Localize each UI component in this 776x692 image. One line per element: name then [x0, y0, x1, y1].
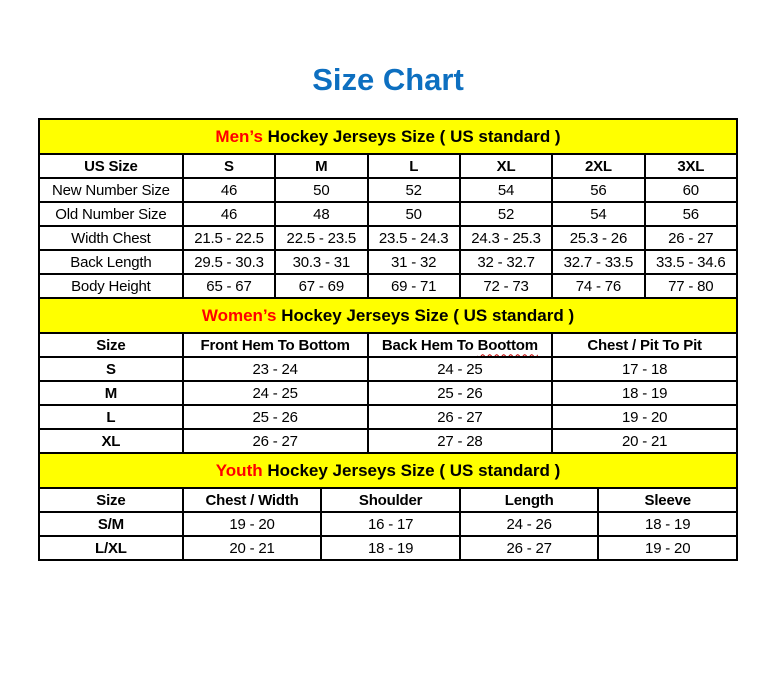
- cell-value: 21.5 - 22.5: [183, 226, 275, 250]
- column-header: Sleeve: [598, 488, 737, 512]
- cell-value: 23 - 24: [183, 357, 368, 381]
- cell-value: 25 - 26: [368, 381, 553, 405]
- cell-value: 19 - 20: [552, 405, 737, 429]
- table-row: [39, 357, 737, 381]
- cell-value: 69 - 71: [368, 274, 460, 298]
- section-header-mens: [39, 119, 737, 154]
- misspelled-word: Boottom: [477, 336, 538, 354]
- cell-value: 31 - 32: [368, 250, 460, 274]
- cell-value: 26 - 27: [460, 536, 599, 560]
- cell-value: 25.3 - 26: [552, 226, 644, 250]
- section-title-text: Hockey Jerseys Size ( US standard ): [262, 126, 561, 146]
- cell-value: 22.5 - 23.5: [275, 226, 367, 250]
- column-header: Back Hem To Boottom: [368, 333, 553, 357]
- column-header: L: [368, 154, 460, 178]
- cell-value: 32 - 32.7: [460, 250, 552, 274]
- table-row: [39, 202, 737, 226]
- size-chart-tables: [38, 118, 738, 561]
- column-header: XL: [460, 154, 552, 178]
- cell-value: 20 - 21: [552, 429, 737, 453]
- cell-value: 33.5 - 34.6: [645, 250, 737, 274]
- page-title: Size Chart: [312, 62, 464, 97]
- cell-value: 50: [275, 178, 367, 202]
- column-header-row: [39, 488, 737, 512]
- cell-value: 24 - 25: [183, 381, 368, 405]
- column-header: Front Hem To Bottom: [183, 333, 368, 357]
- cell-value: 30.3 - 31: [275, 250, 367, 274]
- cell-value: 19 - 20: [183, 512, 322, 536]
- cell-value: 46: [183, 178, 275, 202]
- cell-value: 72 - 73: [460, 274, 552, 298]
- column-header: 2XL: [552, 154, 644, 178]
- row-label: Old Number Size: [39, 202, 183, 226]
- table-row: [39, 250, 737, 274]
- section-header-womens: [39, 298, 737, 333]
- table-row: [39, 536, 737, 560]
- section-header-cell: [39, 453, 737, 488]
- row-label: New Number Size: [39, 178, 183, 202]
- column-header: Shoulder: [321, 488, 460, 512]
- cell-value: 65 - 67: [183, 274, 275, 298]
- row-label: XL: [39, 429, 183, 453]
- table-row: [39, 429, 737, 453]
- cell-value: 29.5 - 30.3: [183, 250, 275, 274]
- column-header: 3XL: [645, 154, 737, 178]
- cell-value: 74 - 76: [552, 274, 644, 298]
- column-header: Size: [39, 333, 183, 357]
- row-label: Body Height: [39, 274, 183, 298]
- cell-value: 46: [183, 202, 275, 226]
- mens-size-table: [38, 118, 738, 299]
- table-row: [39, 381, 737, 405]
- column-header-row: [39, 154, 737, 178]
- cell-value: 24 - 26: [460, 512, 599, 536]
- column-header: Size: [39, 488, 183, 512]
- cell-value: 54: [460, 178, 552, 202]
- cell-value: 18 - 19: [321, 536, 460, 560]
- cell-value: 56: [645, 202, 737, 226]
- row-label: S: [39, 357, 183, 381]
- section-title-text: Hockey Jerseys Size ( US standard ): [262, 460, 561, 480]
- section-highlight-word: Men’s: [215, 126, 263, 146]
- cell-value: 16 - 17: [321, 512, 460, 536]
- table-row: [39, 512, 737, 536]
- row-label: L/XL: [39, 536, 183, 560]
- cell-value: 19 - 20: [598, 536, 737, 560]
- womens-size-table: [38, 297, 738, 454]
- section-highlight-word: Women’s: [201, 305, 277, 325]
- cell-value: 23.5 - 24.3: [368, 226, 460, 250]
- cell-value: 26 - 27: [645, 226, 737, 250]
- cell-value: 52: [368, 178, 460, 202]
- cell-value: 60: [645, 178, 737, 202]
- column-header: Length: [460, 488, 599, 512]
- cell-value: 54: [552, 202, 644, 226]
- youth-size-table: [38, 452, 738, 561]
- column-header: M: [275, 154, 367, 178]
- cell-value: 26 - 27: [368, 405, 553, 429]
- cell-value: 25 - 26: [183, 405, 368, 429]
- cell-value: 18 - 19: [552, 381, 737, 405]
- table-row: [39, 405, 737, 429]
- section-title-text: Hockey Jerseys Size ( US standard ): [276, 305, 575, 325]
- cell-value: 20 - 21: [183, 536, 322, 560]
- section-header-cell: [39, 119, 737, 154]
- row-label: Back Length: [39, 250, 183, 274]
- table-row: [39, 178, 737, 202]
- table-row: [39, 274, 737, 298]
- table-row: [39, 226, 737, 250]
- row-label: Width Chest: [39, 226, 183, 250]
- column-header-row: [39, 333, 737, 357]
- cell-value: 26 - 27: [183, 429, 368, 453]
- cell-value: 77 - 80: [645, 274, 737, 298]
- row-label: S/M: [39, 512, 183, 536]
- cell-value: 27 - 28: [368, 429, 553, 453]
- column-header: Chest / Pit To Pit: [552, 333, 737, 357]
- cell-value: 48: [275, 202, 367, 226]
- cell-value: 67 - 69: [275, 274, 367, 298]
- row-label: L: [39, 405, 183, 429]
- cell-value: 56: [552, 178, 644, 202]
- section-header-cell: [39, 298, 737, 333]
- cell-value: 24 - 25: [368, 357, 553, 381]
- column-header: US Size: [39, 154, 183, 178]
- section-header-youth: [39, 453, 737, 488]
- section-highlight-word: Youth: [215, 460, 263, 480]
- cell-value: 17 - 18: [552, 357, 737, 381]
- cell-value: 18 - 19: [598, 512, 737, 536]
- column-header: Chest / Width: [183, 488, 322, 512]
- cell-value: 52: [460, 202, 552, 226]
- cell-value: 32.7 - 33.5: [552, 250, 644, 274]
- row-label: M: [39, 381, 183, 405]
- cell-value: 50: [368, 202, 460, 226]
- cell-value: 24.3 - 25.3: [460, 226, 552, 250]
- column-header: S: [183, 154, 275, 178]
